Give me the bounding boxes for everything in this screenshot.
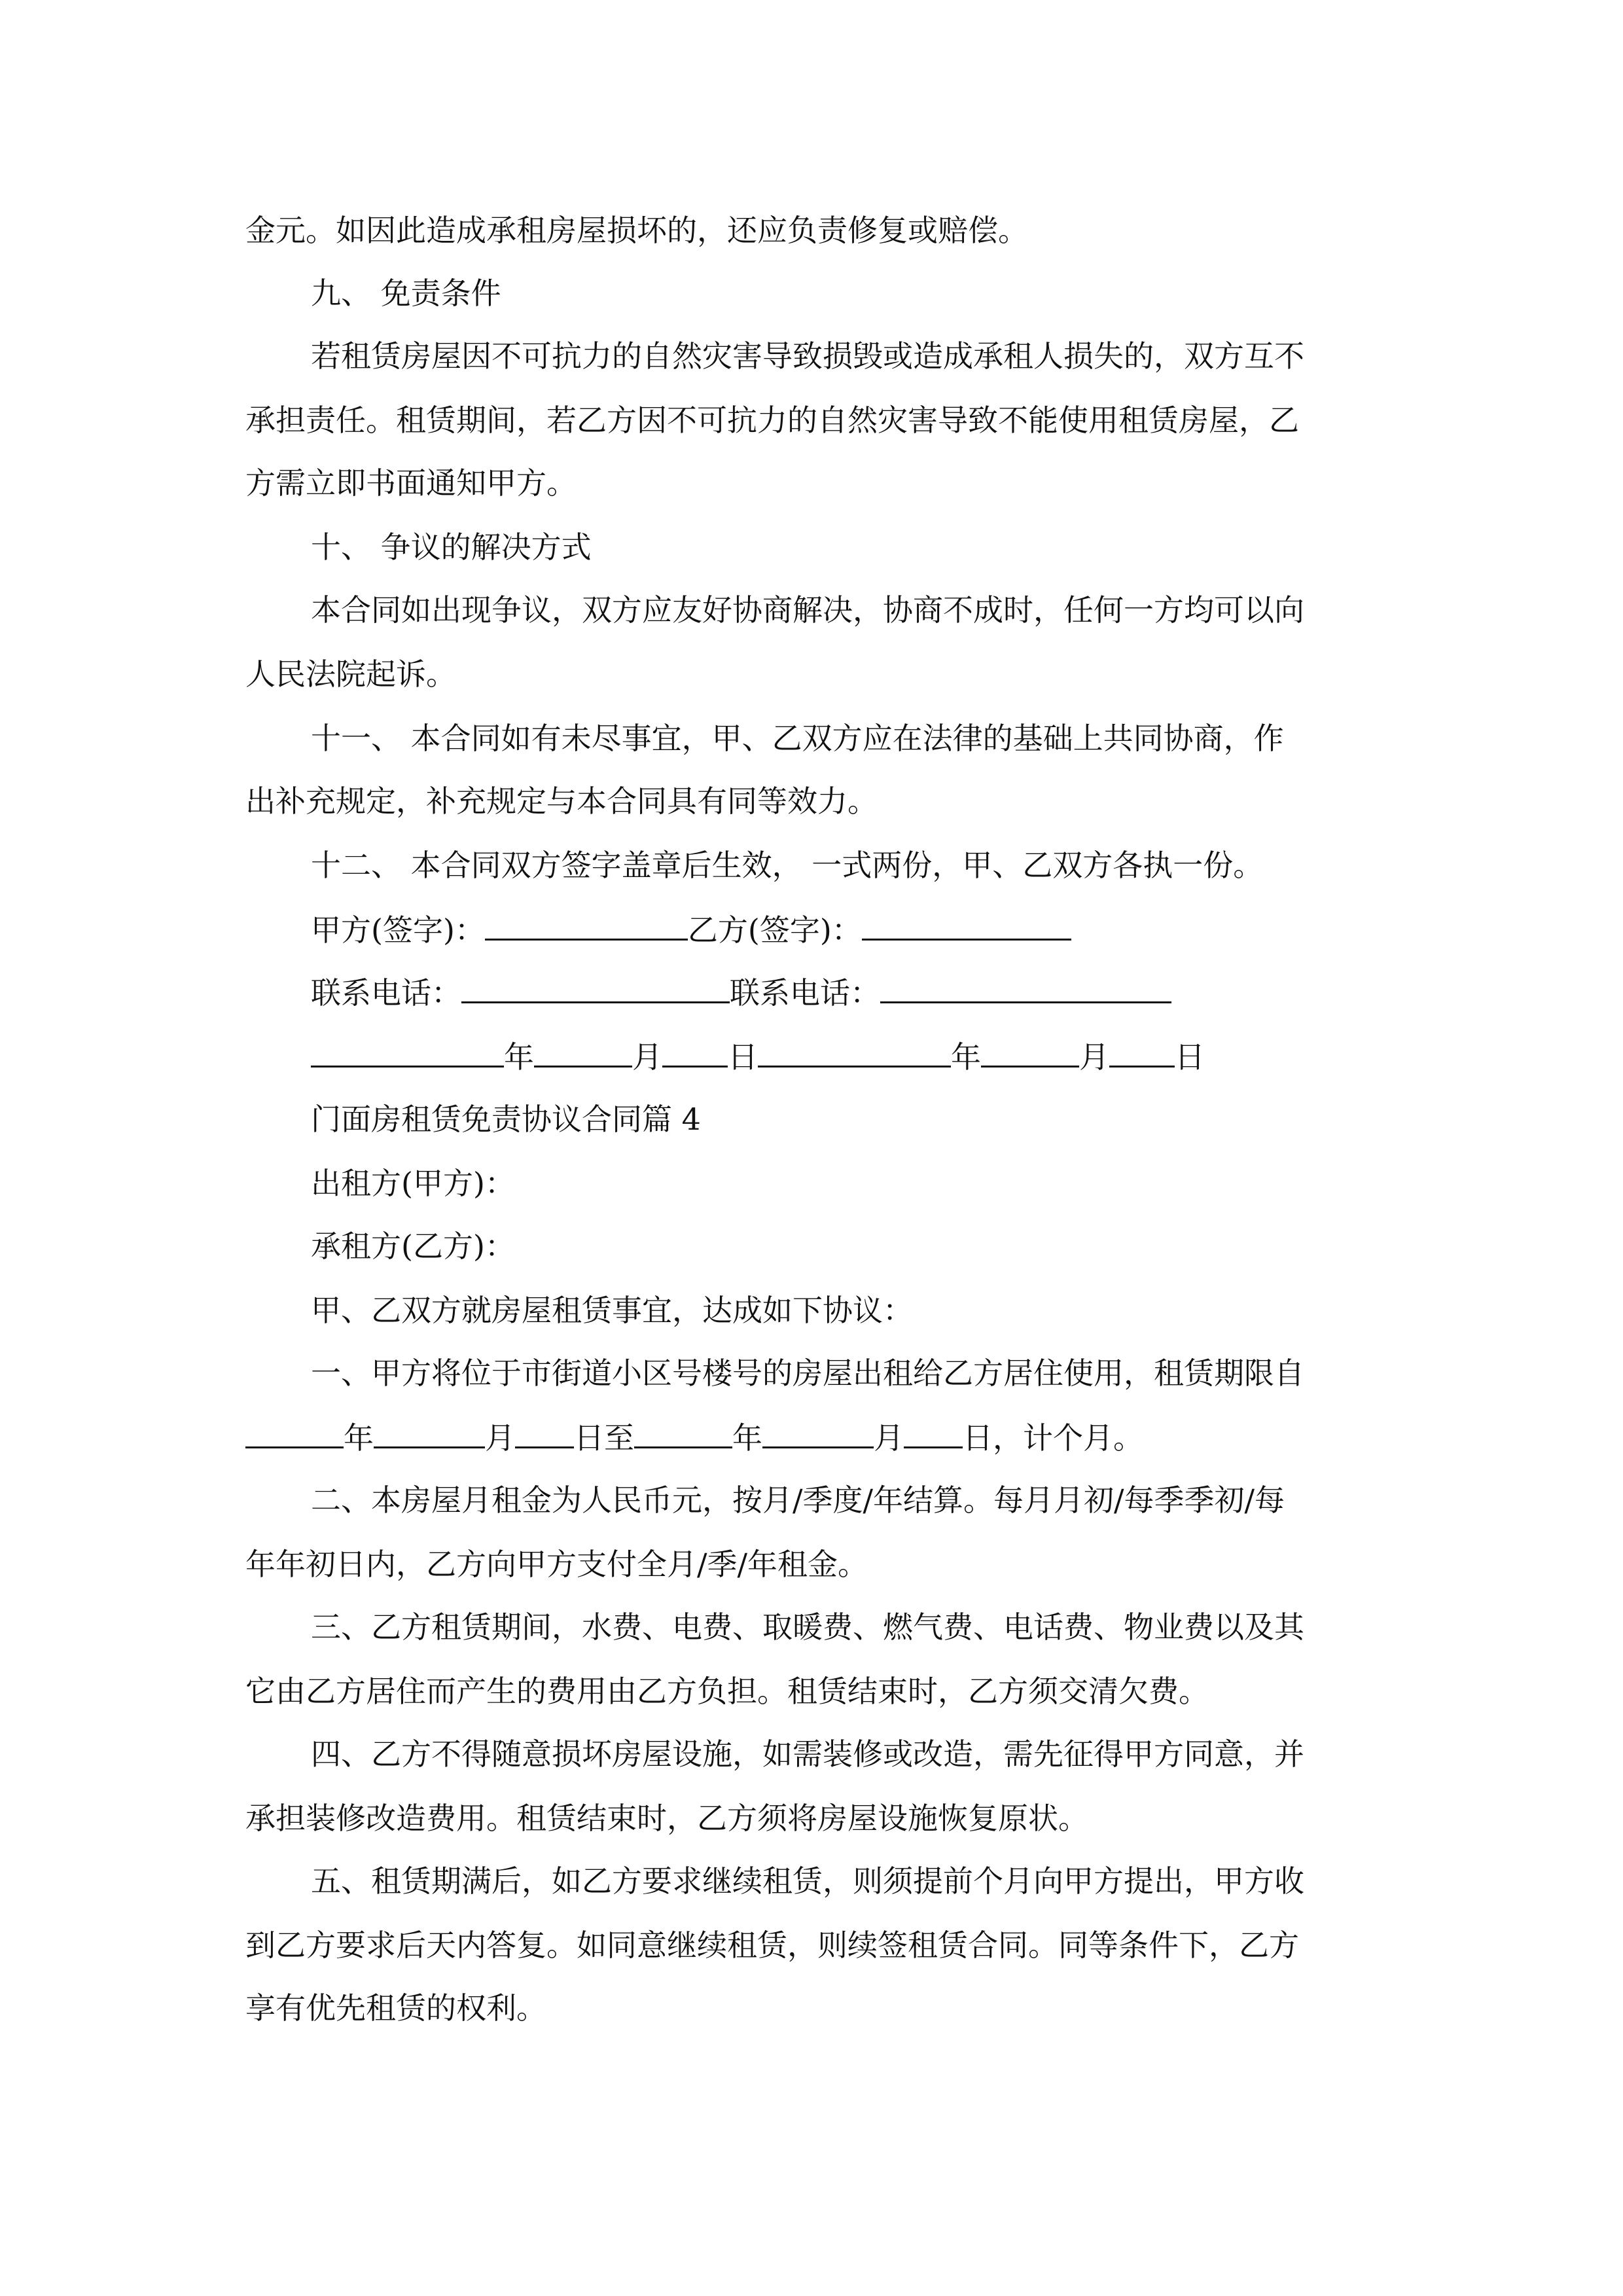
text-line: 十一、 本合同如有未尽事宜，甲、乙双方应在法律的基础上共同协商，作 (311, 721, 1284, 756)
month-label: 月 (632, 1039, 662, 1075)
lease-period-line (245, 1418, 1378, 1458)
year-label: 年 (951, 1039, 981, 1075)
section-heading-10: 十、 争议的解决方式 (311, 529, 592, 565)
text-line: 出补充规定，补充规定与本合同具有同等效力。 (245, 783, 878, 819)
date-line (311, 1037, 1378, 1077)
year-label: 年 (504, 1039, 534, 1075)
text-line: 二、本房屋月租金为人民币元，按月/季度/年结算。每月月初/每季季初/每 (311, 1482, 1285, 1518)
month-label: 月 (1079, 1039, 1109, 1075)
text-line: 承担责任。租赁期间，若乙方因不可抗力的自然灾害导致不能使用租赁房屋，乙 (245, 403, 1299, 438)
year-label: 年 (344, 1420, 374, 1456)
text-line: 三、乙方租赁期间，水费、电费、取暖费、燃气费、电话费、物业费以及其 (311, 1609, 1304, 1645)
text-line: 五、租赁期满后，如乙方要求继续租赁，则须提前个月向甲方提出，甲方收 (311, 1863, 1304, 1899)
year-label: 年 (732, 1420, 762, 1456)
party-b-signature-field[interactable] (862, 910, 1071, 941)
date-b-day-field[interactable] (1109, 1037, 1175, 1067)
section-4-title: 门面房租赁免责协议合同篇 4 (311, 1102, 701, 1137)
phone-a-label: 联系电话： (311, 975, 461, 1011)
text-line: 到乙方要求后天内答复。如同意继续租赁，则续签租赁合同。同等条件下，乙方 (245, 1928, 1299, 1963)
text-line: 方需立即书面通知甲方。 (245, 465, 577, 501)
lessee-line: 承租方(乙方)： (311, 1229, 515, 1264)
text-line: 十二、 本合同双方签字盖章后生效， 一式两份，甲、乙双方各执一份。 (311, 848, 1264, 883)
text-line: 它由乙方居住而产生的费用由乙方负担。租赁结束时，乙方须交清欠费。 (245, 1674, 1209, 1709)
end-day-field[interactable] (904, 1418, 963, 1448)
date-a-year-field[interactable] (311, 1037, 504, 1067)
text-line: 年年初日内，乙方向甲方支付全月/季/年租金。 (245, 1547, 868, 1582)
date-a-month-field[interactable] (534, 1037, 632, 1067)
party-b-label: 乙方(签字)： (687, 912, 862, 948)
start-year-field[interactable] (245, 1418, 344, 1448)
text-line: 四、乙方不得随意损坏房屋设施，如需装修或改造，需先征得甲方同意，并 (311, 1736, 1304, 1772)
signature-line (311, 910, 1378, 950)
date-b-month-field[interactable] (981, 1037, 1079, 1067)
text-line: 本合同如出现争议，双方应友好协商解决，协商不成时，任何一方均可以向 (311, 592, 1304, 628)
month-label: 月 (874, 1420, 904, 1456)
text-line: 金元。如因此造成承租房屋损坏的，还应负责修复或赔偿。 (245, 213, 1028, 248)
day-label: 日 (1175, 1039, 1205, 1075)
month-label: 月 (485, 1420, 515, 1456)
text-line: 若租赁房屋因不可抗力的自然灾害导致损毁或造成承租人损失的，双方互不 (311, 338, 1304, 374)
start-day-field[interactable] (515, 1418, 574, 1448)
period-end-label: 日，计个月。 (963, 1420, 1143, 1456)
text-line: 人民法院起诉。 (245, 656, 456, 692)
text-line: 承担装修改造费用。租赁结束时，乙方须将房屋设施恢复原状。 (245, 1801, 1088, 1836)
phone-a-field[interactable] (461, 973, 730, 1003)
phone-b-field[interactable] (880, 973, 1171, 1003)
lessor-line: 出租方(甲方)： (311, 1166, 515, 1201)
start-month-field[interactable] (374, 1418, 485, 1448)
text-line: 享有优先租赁的权利。 (245, 1990, 546, 2026)
party-a-signature-field[interactable] (485, 910, 688, 941)
day-label: 日 (728, 1039, 758, 1075)
date-a-day-field[interactable] (662, 1037, 728, 1067)
phone-line (311, 973, 1378, 1013)
date-b-year-field[interactable] (758, 1037, 951, 1067)
section-heading-9: 九、 免责条件 (311, 276, 501, 311)
party-a-label: 甲方(签字)： (311, 912, 485, 948)
text-line: 一、甲方将位于市街道小区号楼号的房屋出租给乙方居住使用，租赁期限自 (311, 1355, 1304, 1391)
agreement-intro: 甲、乙双方就房屋租赁事宜，达成如下协议： (311, 1293, 913, 1328)
end-year-field[interactable] (634, 1418, 732, 1448)
day-to-label: 日至 (574, 1420, 634, 1456)
end-month-field[interactable] (762, 1418, 874, 1448)
phone-b-label: 联系电话： (730, 975, 880, 1011)
